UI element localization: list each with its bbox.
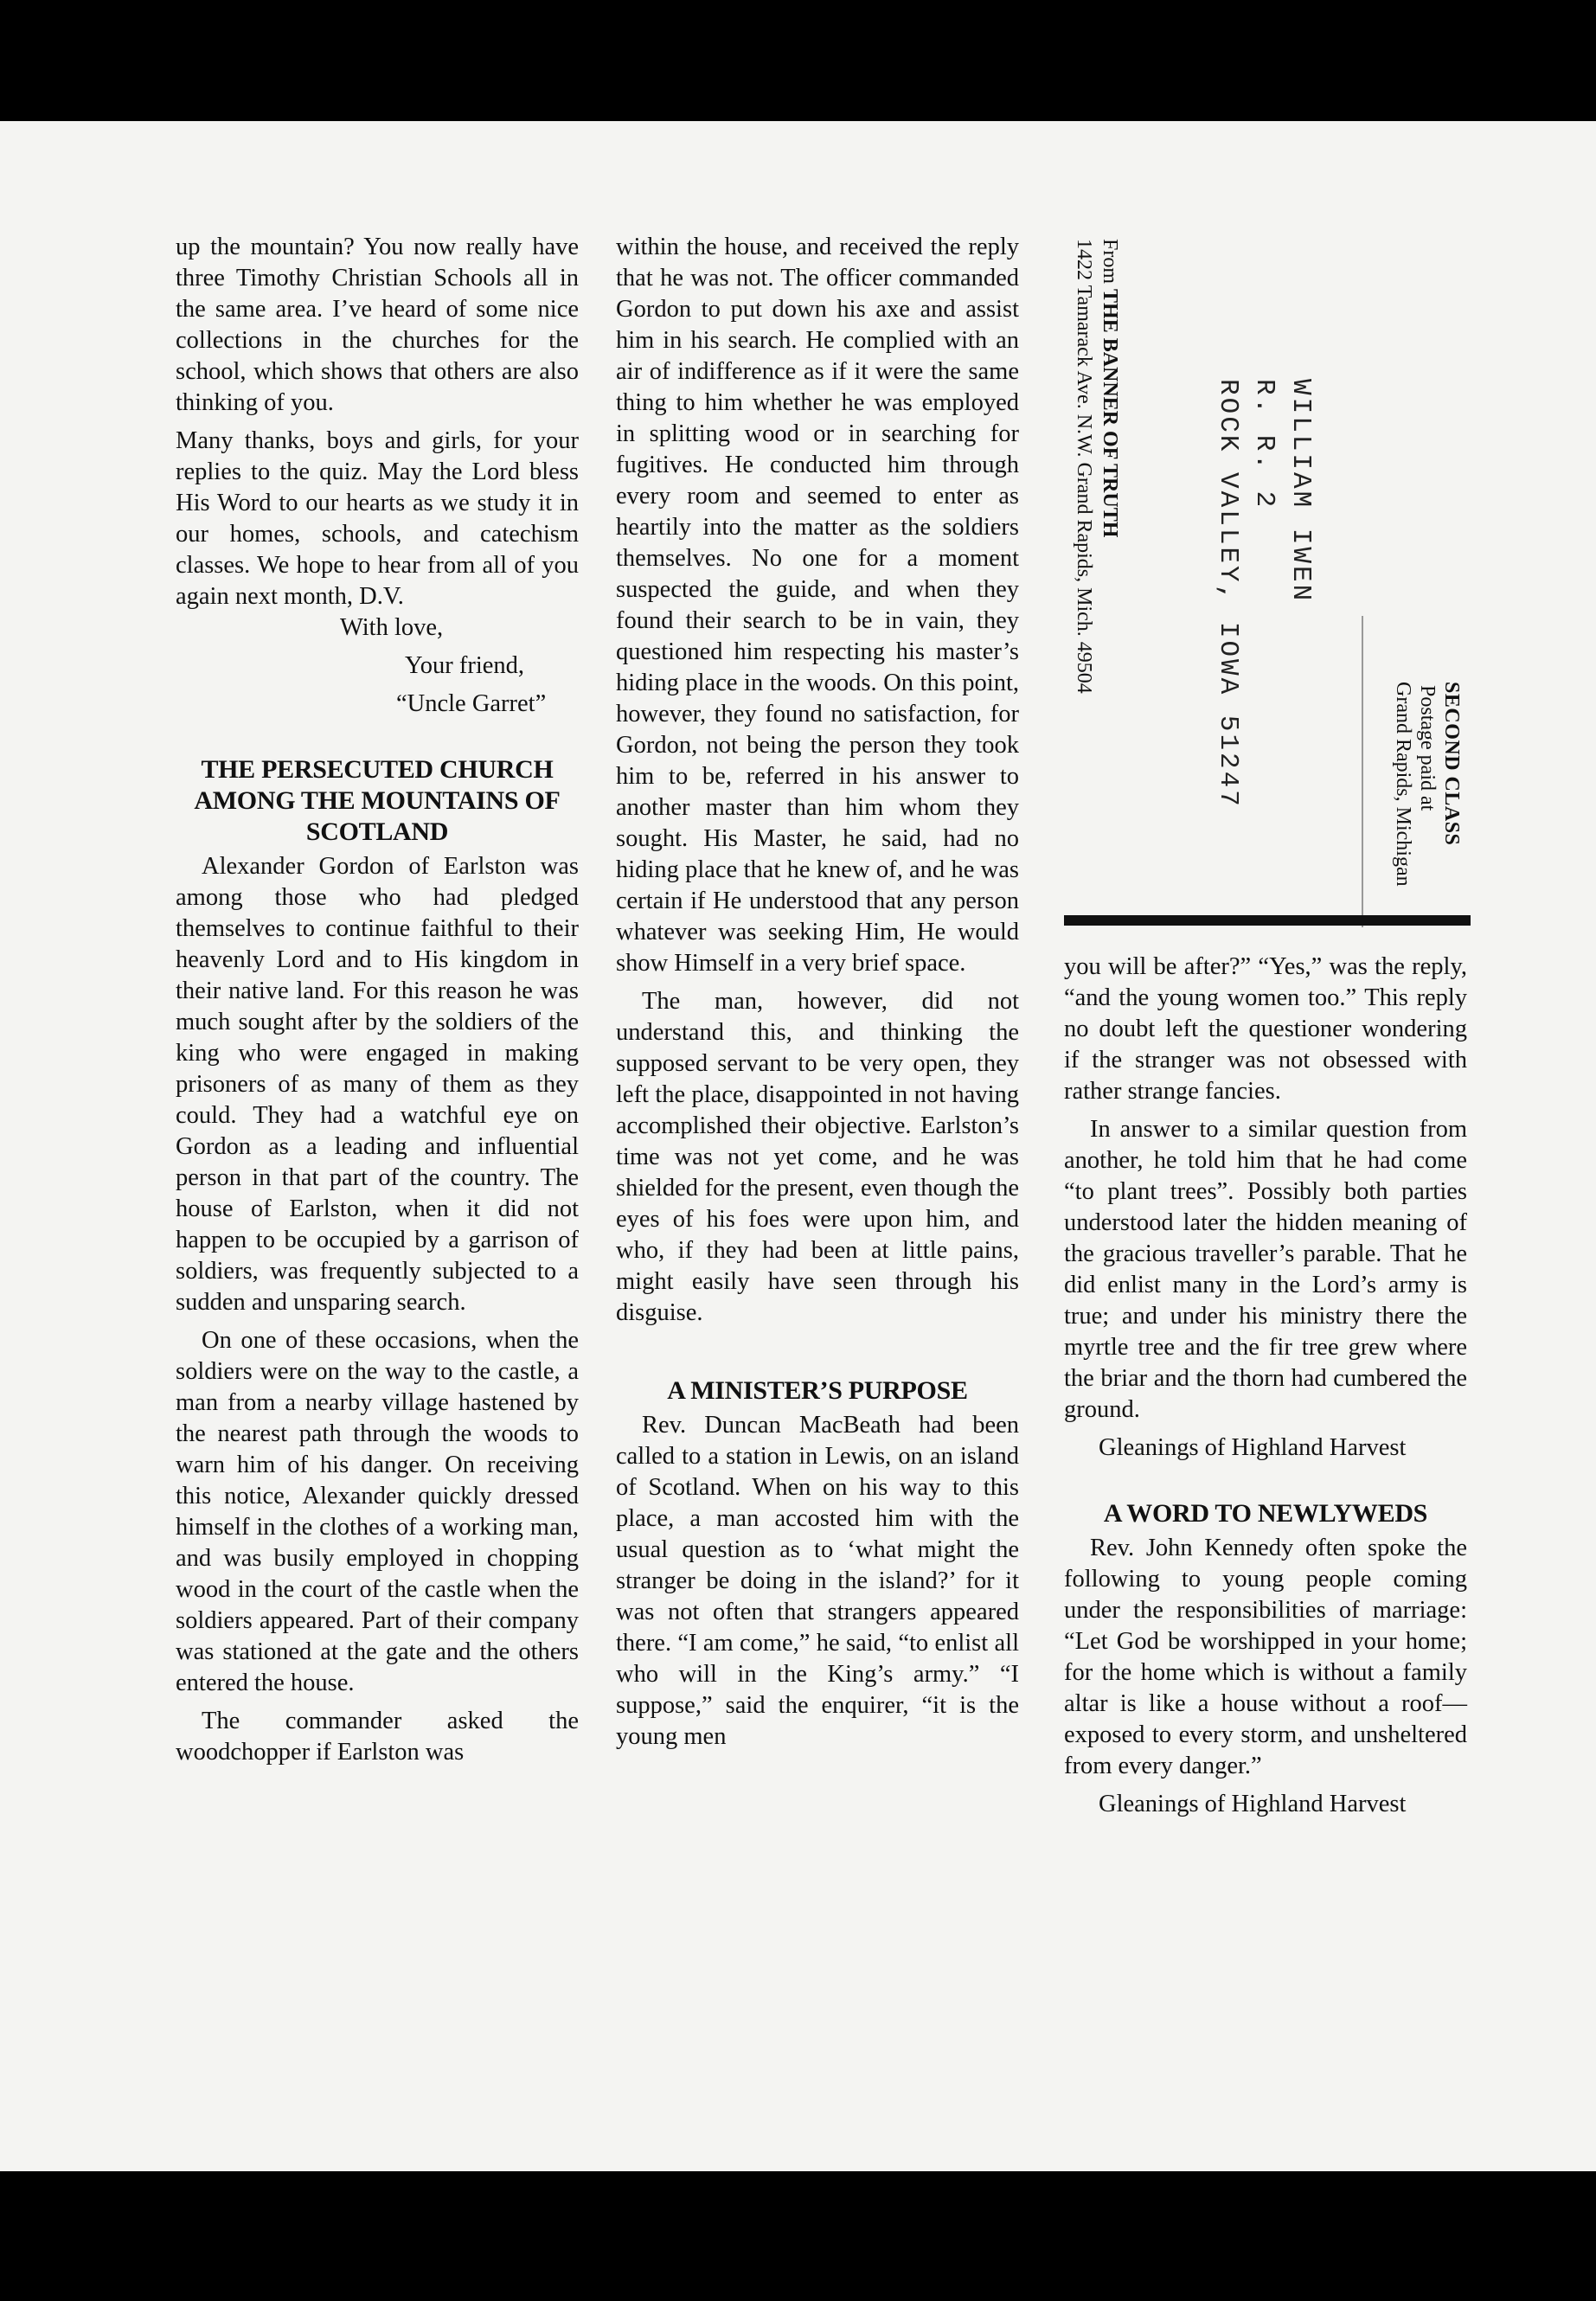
paragraph: The commander asked the woodchopper if Earlston was bbox=[176, 1708, 579, 1766]
fold-mark bbox=[1362, 616, 1363, 927]
closing-your-friend: Your friend, bbox=[405, 652, 525, 679]
recipient-city: ROCK VALLEY, IOWA 51247 bbox=[1213, 379, 1243, 809]
article-heading-persecuted-church: THE PERSECUTED CHURCH AMONG THE MOUNTAINS OF SCOTLAND bbox=[194, 755, 561, 846]
mailing-label bbox=[1064, 232, 1471, 915]
postage-permit bbox=[1391, 682, 1464, 887]
paragraph: On one of these occasions, when the soldiers were on the way to the castle, a man from a nearby village hastened by the nearest path through the woods to warn him of his danger. On receiving this notice, Alexander quickly dressed himself in the clothes of a working man, and was busily employed in chopping wood in the court of the castle when the soldiers appeared. Part of their company was stationed at the gate and the others entered the house. bbox=[176, 1327, 579, 1696]
source-credit: Gleanings of Highland Harvest bbox=[1099, 1791, 1407, 1817]
closing-with-love: With love, bbox=[340, 614, 444, 641]
from-name: THE BANNER OF TRUTH bbox=[1099, 289, 1121, 538]
from-prefix: From bbox=[1099, 239, 1121, 285]
closing-signature: “Uncle Garret” bbox=[396, 690, 547, 717]
paragraph: Many thanks, boys and girls, for your replies to the quiz. May the Lord bless His Word to our hearts as we study it in our homes, schools, and catechism classes. We hope to hear from all of you again next month, D.V. bbox=[176, 427, 579, 610]
recipient-route: R. R. 2 bbox=[1249, 379, 1279, 510]
permit-class: SECOND CLASS bbox=[1440, 682, 1463, 846]
paragraph: Rev. Duncan MacBeath had been called to a station in Lewis, on an island of Scotland. When on his way to this place, a man accosted him with the usual question as to ‘what might the stranger be doing in the island?’ for it was not often that strangers appeared there. “I am come,” he said, “to enlist all who will in the King’s army.” “I suppose,” said the enquirer, “it is the young men bbox=[616, 1412, 1019, 1750]
paragraph: Rev. John Kennedy often spoke the following to young people coming under the responsibilities of marriage: “Let God be worshipped in your home; for the home which is without a family altar is like a house without a roof—exposed to every storm, and unsheltered from every danger.” bbox=[1064, 1535, 1467, 1779]
column-3 bbox=[1064, 952, 1467, 1827]
recipient-name: WILLIAM IWEN bbox=[1285, 379, 1316, 604]
paragraph: Alexander Gordon of Earlston was among those who had pledged themselves to continue faithful to their heavenly Lord and to His kingdom in their native land. For this reason he was much sought after by the soldiers of the king who were engaged in making prisoners of as many of them as they could. They had a watchful eye on Gordon as a leading and influential person in that part of the country. The house of Earlston, when it did not happen to be occupied by a garrison of soldiers, was frequently subjected to a sudden and unsparing search. bbox=[176, 853, 579, 1316]
from-address: 1422 Tamarack Ave. N.W. Grand Rapids, Mich. 49504 bbox=[1073, 239, 1095, 694]
recipient-address bbox=[1209, 379, 1318, 809]
paragraph: In answer to a similar question from another, he told him that he had come “to plant trees”. Possibly both parties understood later the hidden meaning of the gracious traveller’s parable. That he did enlist many in the Lord’s army is true; and under his ministry there the myrtle tree and the fir tree grew where the briar and the thorn had cumbered the ground. bbox=[1064, 1116, 1467, 1423]
paragraph: you will be after?” “Yes,” was the reply, “and the young women too.” This reply no doubt left the questioner wondering if the stranger was not obsessed with rather strange fancies. bbox=[1064, 953, 1467, 1105]
mailer-divider-rule bbox=[1064, 915, 1471, 926]
paragraph: The man, however, did not understand this, and thinking the supposed servant to be very open, they left the place, disappointed in not having accomplished their objective. Earlston’s time was not yet come, and he was shielded for the present, even though the eyes of his foes were upon him, and who, if they had been at little pains, might easily have seen through his disguise. bbox=[616, 988, 1019, 1326]
paragraph: within the house, and received the reply that he was not. The officer commanded Gordon to put down his axe and assist him in his search. He complied with an air of indifference as if it were the same thing to him whether he was employed in splitting wood or in searching for fugitives. He conducted him through every room and seemed to enter as heartily into the matter as the soldiers themselves. No one for a moment suspected the guide, and when they found their search to be in vain, they questioned him respecting his master’s hiding place in the woods. On this point, however, they found no satisfaction, for Gordon, not being the person they took him to be, referred in his answer to another master than him whom they sought. His Master, he said, had no hiding place that he knew of, and he was certain if He understood that any person whatever was seeking Him, He would show Himself in a very brief space. bbox=[616, 234, 1019, 977]
column-1 bbox=[176, 232, 579, 1775]
return-address bbox=[1071, 239, 1123, 694]
paragraph: up the mountain? You now really have three Timothy Christian Schools all in the same area. I’ve heard of some nice collections in the churches for the school, which shows that others are also thinking of you. bbox=[176, 234, 579, 416]
article-heading-ministers-purpose: A MINISTER’S PURPOSE bbox=[667, 1376, 968, 1405]
column-2 bbox=[616, 232, 1019, 1759]
source-credit: Gleanings of Highland Harvest bbox=[1099, 1434, 1407, 1461]
permit-line-2: Grand Rapids, Michigan bbox=[1392, 682, 1414, 887]
article-heading-word-to-newlyweds: A WORD TO NEWLYWEDS bbox=[1103, 1499, 1428, 1528]
permit-line-1: Postage paid at bbox=[1416, 685, 1439, 811]
